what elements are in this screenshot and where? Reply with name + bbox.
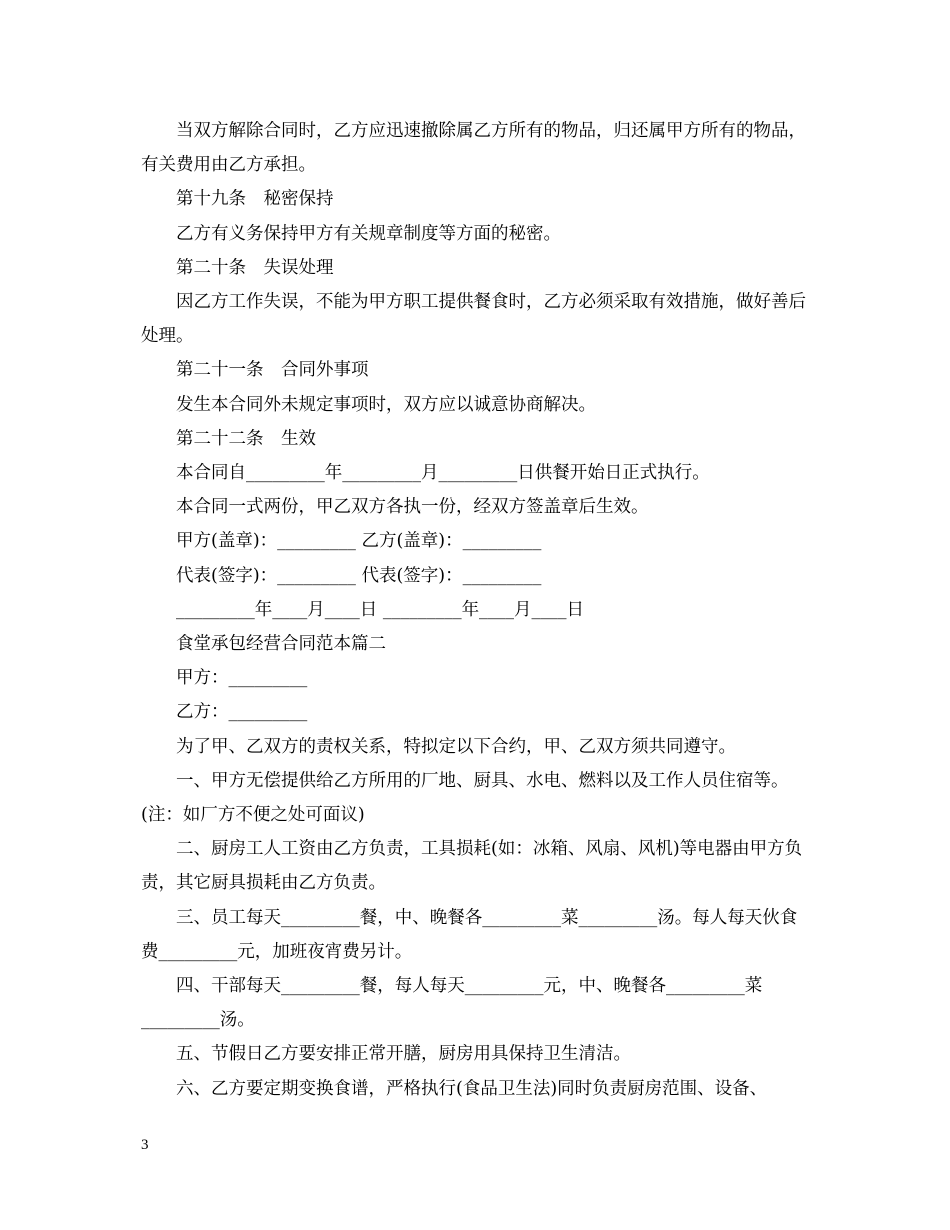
paragraph-error-handling: 因乙方工作失误，不能为甲方职工提供餐食时，乙方必须采取有效措施，做好善后处理。 <box>141 292 806 347</box>
paragraph-effective-date: 本合同自_________年_________月_________日供餐开始日正式执行。 <box>176 463 710 484</box>
article-20-heading: 第二十条 失误处理 <box>176 257 334 278</box>
clause-6: 六、乙方要定期变换食谱，严格执行(食品卫生法)同时负责厨房范围、设备、 <box>176 1078 768 1099</box>
party-a-line: 甲方：_________ <box>176 668 308 689</box>
clause-5: 五、节假日乙方要安排正常开膳，厨房用具保持卫生清洁。 <box>176 1044 631 1065</box>
article-22-heading: 第二十二条 生效 <box>176 428 316 449</box>
section-title-part-two: 食堂承包经营合同范本篇二 <box>176 634 386 655</box>
clause-3: 三、员工每天_________餐，中、晚餐各_________菜_________汤。每人每天伙食费_________元，加班夜宵费另计。 <box>141 907 798 962</box>
article-19-heading: 第十九条 秘密保持 <box>176 189 334 210</box>
paragraph-other-matters: 发生本合同外未规定事项时，双方应以诚意协商解决。 <box>176 394 596 415</box>
date-line: _________年____月____日 _________年____月____日 <box>176 599 585 620</box>
clause-1: 一、甲方无偿提供给乙方所用的厂地、厨具、水电、燃料以及工作人员住宿等。(注：如厂方不便之处可面议) <box>141 770 789 826</box>
document-body <box>141 114 811 1106</box>
paragraph-preamble: 为了甲、乙双方的责权关系，特拟定以下合约，甲、乙双方须共同遵守。 <box>176 736 736 757</box>
paragraph-confidentiality: 乙方有义务保持甲方有关规章制度等方面的秘密。 <box>176 223 561 244</box>
signature-line: 代表(签字)：_________ 代表(签字)：_________ <box>176 565 542 586</box>
seal-line: 甲方(盖章)：_________ 乙方(盖章)：_________ <box>176 531 542 552</box>
party-b-line: 乙方：_________ <box>176 702 308 723</box>
article-21-heading: 第二十一条 合同外事项 <box>176 360 369 381</box>
clause-4: 四、干部每天_________餐，每人每天_________元，中、晚餐各_________菜_________汤。 <box>141 976 763 1031</box>
paragraph-copies: 本合同一式两份，甲乙双方各执一份，经双方签盖章后生效。 <box>176 497 649 518</box>
paragraph-termination-items: 当双方解除合同时，乙方应迅速撤除属乙方所有的物品，归还属甲方所有的物品，有关费用由乙方承担。 <box>141 121 806 176</box>
page-number: 3 <box>141 1137 149 1153</box>
clause-2: 二、厨房工人工资由乙方负责，工具损耗(如：冰箱、风扇、风机)等电器由甲方负责，其它厨具损耗由乙方负责。 <box>141 839 803 894</box>
